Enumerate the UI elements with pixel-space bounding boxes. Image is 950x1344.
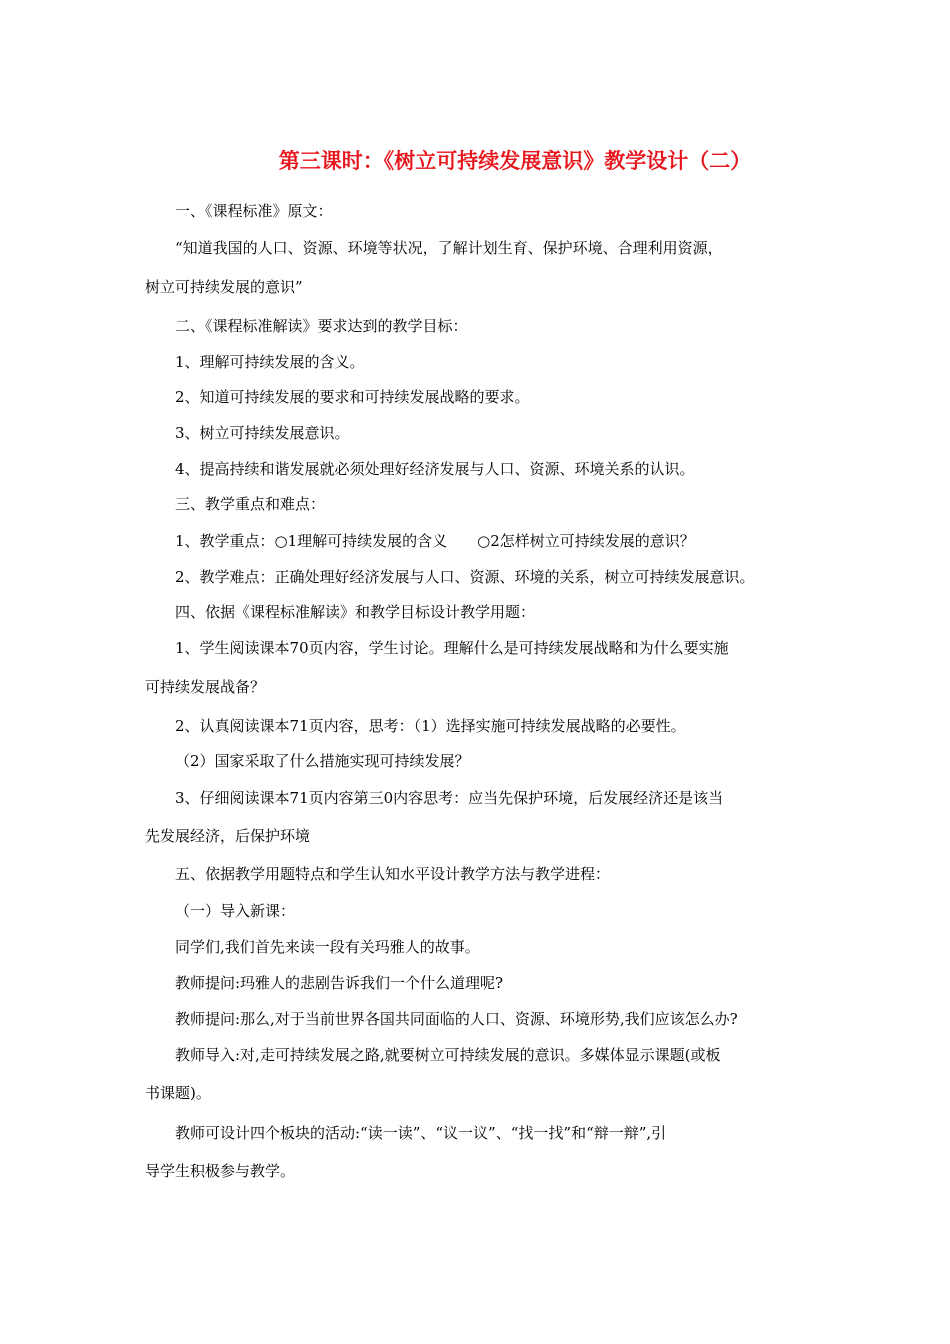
section-heading-4: 四、依据《课程标准解读》和教学目标设计教学用题：: [175, 603, 536, 621]
list-item: 1、教学重点：○1理解可持续发展的含义 ○2怎样树立可持续发展的意识？: [175, 532, 695, 550]
list-item: 2、知道可持续发展的要求和可持续发展战略的要求。: [175, 388, 530, 406]
subsection-heading: （一）导入新课：: [175, 902, 296, 920]
paragraph-line: 教师导入:对,走可持续发展之路,就要树立可持续发展的意识。多媒体显示课题(或板: [175, 1046, 721, 1064]
document-title: 第三课时：《树立可持续发展意识》教学设计（二）: [278, 148, 752, 173]
list-item: 1、理解可持续发展的含义。: [175, 353, 365, 371]
paragraph-line: 树立可持续发展的意识”: [145, 278, 303, 296]
paragraph-line: 先发展经济，后保护环境: [145, 827, 311, 845]
section-heading-5: 五、依据教学用题特点和学生认知水平设计教学方法与教学进程：: [175, 865, 611, 883]
list-item: 1、学生阅读课本70页内容，学生讨论。理解什么是可持续发展战略和为什么要实施: [175, 639, 729, 657]
paragraph-line: 导学生积极参与教学。: [145, 1162, 296, 1180]
list-item: 3、树立可持续发展意识。: [175, 424, 350, 442]
paragraph-line: 教师可设计四个板块的活动:“读一读”、“议一议”、“找一找”和“辩一辩”,引: [175, 1124, 667, 1142]
paragraph-line: 同学们,我们首先来读一段有关玛雅人的故事。: [175, 938, 480, 956]
paragraph-line: 可持续发展战备？: [145, 678, 266, 696]
section-heading-1: 一、《课程标准》原文：: [175, 202, 333, 220]
list-item: 2、认真阅读课本71页内容，思考：（1）选择实施可持续发展战略的必要性。: [175, 717, 686, 735]
paragraph-line: “知道我国的人口、资源、环境等状况，了解计划生育、保护环境、合理利用资源，: [175, 239, 723, 257]
list-item: 2、教学难点：正确处理好经济发展与人口、资源、环境的关系，树立可持续发展意识。: [175, 568, 755, 586]
paragraph-line: 教师提问:那么,对于当前世界各国共同面临的人口、资源、环境形势,我们应该怎么办?: [175, 1010, 738, 1028]
paragraph-line: 书课题)。: [145, 1084, 211, 1102]
list-item: 4、提高持续和谐发展就必须处理好经济发展与人口、资源、环境关系的认识。: [175, 460, 695, 478]
section-heading-2: 二、《课程标准解读》要求达到的教学目标：: [175, 317, 468, 335]
section-heading-3: 三、教学重点和难点：: [175, 495, 326, 513]
paragraph-line: 教师提问:玛雅人的悲剧告诉我们一个什么道理呢?: [175, 974, 504, 992]
list-item: 3、仔细阅读课本71页内容第三0内容思考：应当先保护环境，后发展经济还是该当: [175, 789, 724, 807]
list-item: （2）国家采取了什么措施实现可持续发展？: [175, 752, 470, 770]
